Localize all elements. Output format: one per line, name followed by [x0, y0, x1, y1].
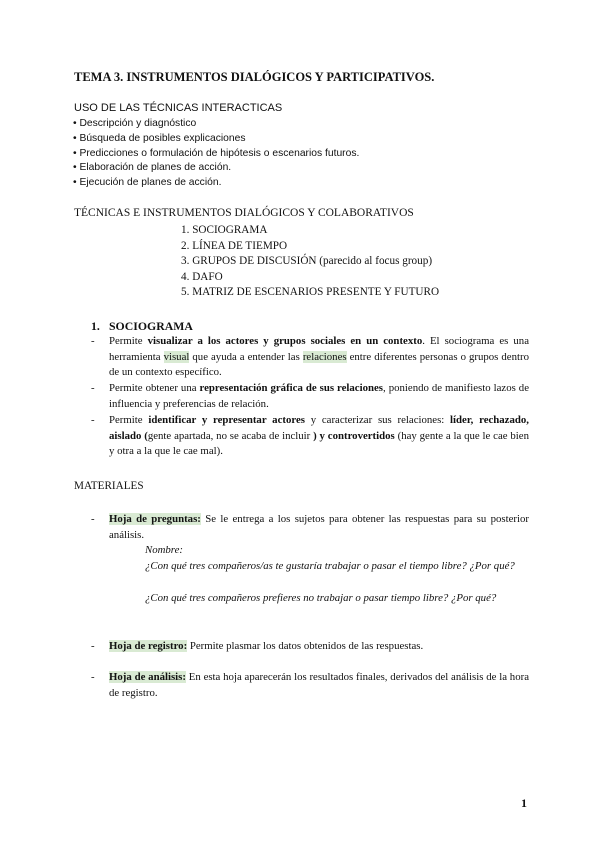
list-item: • Descripción y diagnóstico — [73, 118, 197, 129]
text-run: que ayuda a entender las — [189, 350, 303, 363]
text-run: . El sociograma es una herramienta — [109, 335, 529, 363]
sociograma-bullet-1 — [91, 334, 529, 381]
tecnicas-list — [181, 223, 439, 301]
dash-marker: - — [91, 671, 95, 683]
list-item: • Predicciones o formulación de hipótesis o escenarios futuros. — [73, 147, 360, 159]
uso-list — [73, 117, 359, 191]
list-item: 4. DAFO — [181, 270, 223, 283]
question-2: ¿Con qué tres compañeros prefieres no trabajar o pasar tiempo libre? ¿Por qué? — [145, 592, 497, 604]
highlight-run: visual — [163, 350, 190, 363]
page-number: 1 — [521, 796, 527, 810]
dash-marker: - — [91, 640, 95, 652]
list-item: • Búsqueda de posibles explicaciones — [73, 132, 246, 144]
dash-marker: - — [91, 382, 95, 394]
tecnicas-heading: TÉCNICAS E INSTRUMENTOS DIALÓGICOS Y COLABORATIVOS — [74, 207, 414, 219]
question-1: ¿Con qué tres compañeros/as te gustaría trabajar o pasar el tiempo libre? ¿Por qué? — [145, 560, 515, 572]
question-nombre: Nombre: — [145, 544, 183, 556]
bullet-text — [109, 381, 529, 412]
list-item: 2. LÍNEA DE TIEMPO — [181, 239, 288, 252]
bullet-text — [109, 639, 529, 655]
text-run: gente apartada, no se acaba de incluir — [147, 429, 314, 442]
text-run: Se le entrega a los sujetos para obtener las respuestas para su posterior análisis. — [109, 513, 529, 541]
bold-run: representación gráfica de sus relaciones — [199, 382, 384, 394]
bold-run: identificar y representar actores — [148, 414, 305, 426]
bullet-text — [109, 512, 529, 543]
materiales-heading: MATERIALES — [74, 480, 144, 492]
text-run: En esta hoja aparecerán los resultados finales, derivados del análisis de la hora de registro. — [109, 671, 529, 699]
list-item: 1. SOCIOGRAMA — [181, 224, 268, 236]
bullet-text — [109, 670, 529, 701]
materiales-bullet-registro — [91, 639, 529, 655]
dash-marker: - — [91, 335, 95, 347]
text-run: entre diferentes personas o grupos dentro de un contexto específico. — [109, 350, 529, 379]
bullet-text — [109, 413, 529, 460]
bullet-text — [109, 334, 529, 381]
list-item: • Ejecución de planes de acción. — [73, 177, 222, 189]
text-run: Permite obtener una — [109, 382, 200, 394]
list-item: 5. MATRIZ DE ESCENARIOS PRESENTE Y FUTURO — [181, 286, 440, 299]
bold-run: líder, rechazado, aislado ( — [109, 414, 529, 442]
bold-run: visualizar a los actores y grupos sociales en un contexto — [147, 335, 423, 347]
uso-heading: USO DE LAS TÉCNICAS INTERACTICAS — [74, 102, 283, 114]
text-run: y caracterizar sus relaciones: — [304, 414, 451, 426]
sociograma-bullet-3 — [91, 413, 529, 460]
materiales-bullet-analisis — [91, 670, 529, 701]
sociograma-bullet-2 — [91, 381, 529, 412]
dash-marker: - — [91, 513, 95, 525]
text-run: (hay gente a la que le cae bien y otra a la que le cae mal). — [109, 429, 529, 458]
text-run: Permite — [109, 335, 148, 347]
text-run: Permite — [109, 414, 149, 426]
highlight-label: Hoja de preguntas: — [109, 513, 201, 525]
section-title-sociograma — [91, 319, 193, 334]
highlight-label: Hoja de registro: — [109, 640, 188, 652]
document-title: TEMA 3. INSTRUMENTOS DIALÓGICOS Y PARTICIPATIVOS. — [74, 70, 435, 84]
highlight-run: relaciones — [302, 350, 347, 363]
highlight-label: Hoja de análisis: — [109, 671, 186, 683]
bold-run: ) y controvertidos — [313, 429, 395, 442]
list-item: • Elaboración de planes de acción. — [73, 162, 232, 174]
text-run: Permite plasmar los datos obtenidos de las respuestas. — [187, 640, 424, 652]
text-run: , poniendo de manifiesto lazos de influencia y preferencias de relación. — [109, 382, 529, 410]
list-item: 3. GRUPOS DE DISCUSIÓN (parecido al focus group) — [181, 255, 433, 268]
dash-marker: - — [91, 414, 95, 426]
section-number: 1. — [91, 319, 100, 333]
section-title-text: SOCIOGRAMA — [109, 319, 193, 333]
materiales-bullet-preguntas — [91, 512, 529, 543]
